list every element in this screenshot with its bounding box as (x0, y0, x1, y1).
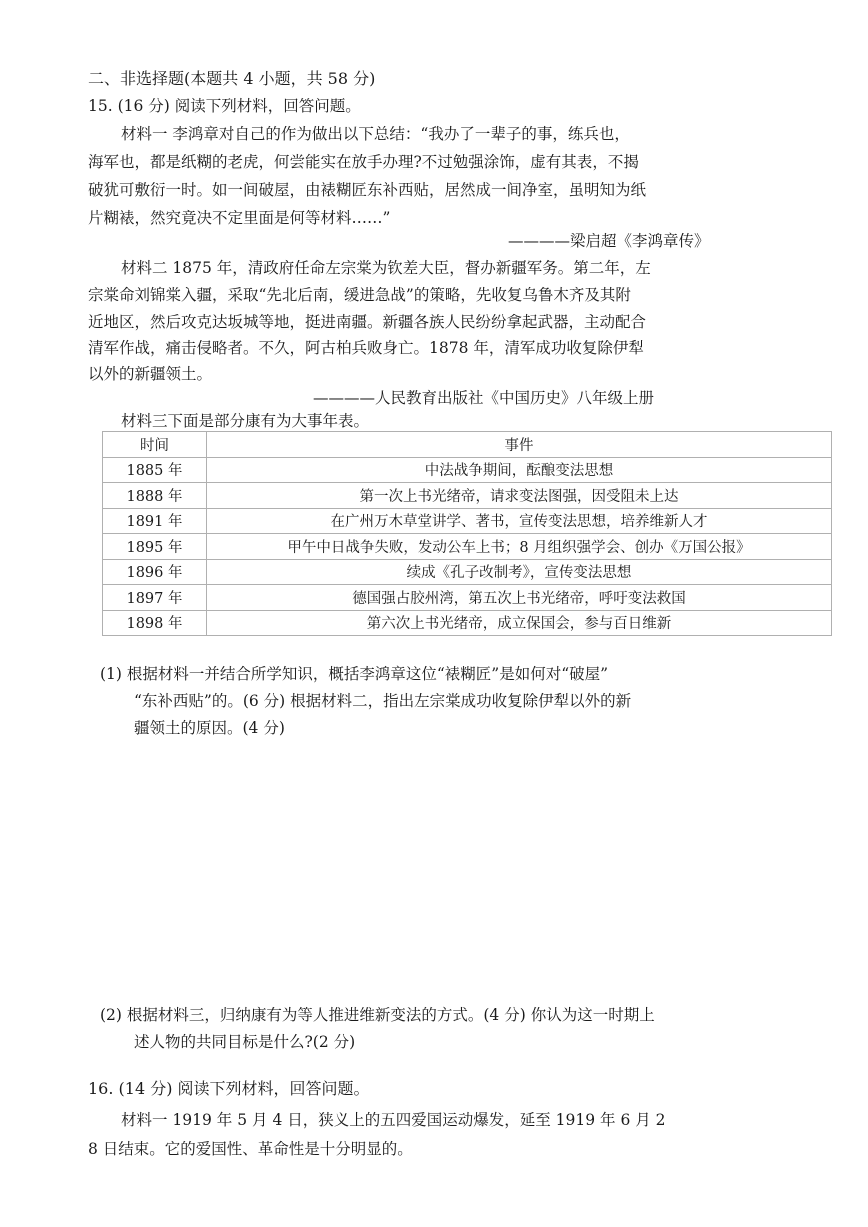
material-source: ————梁启超《李鸿章传》 (508, 232, 710, 250)
material-line: 材料一 1919 年 5 月 4 日，狭义上的五四爱国运动爆发，延至 1919 年 6 月 2 (121, 1111, 666, 1129)
section-title: 二、非选择题(本题共 4 小题，共 58 分) (88, 69, 376, 88)
subquestion-line: “东补西贴”的。(6 分) 根据材料二，指出左宗棠成功收复除伊犁以外的新 (134, 692, 632, 710)
table-cell-year: 1888 年 (103, 483, 207, 509)
material-line: 材料一 李鸿章对自己的作为做出以下总结：“我办了一辈子的事，练兵也， (121, 125, 630, 143)
table-cell-event: 中法战争期间，酝酿变法思想 (207, 457, 832, 483)
material-line: 破犹可敷衍一时。如一间破屋，由裱糊匠东补西贴，居然成一间净室，虽明知为纸 (88, 181, 647, 199)
table-row (103, 610, 832, 636)
material-line: 片糊裱，然究竟决不定里面是何等材料……” (88, 209, 391, 227)
table-row (103, 585, 832, 611)
table-row (103, 559, 832, 585)
table-cell-year: 1885 年 (103, 457, 207, 483)
table-row (103, 534, 832, 560)
material-line: 宗棠命刘锦棠入疆，采取“先北后南，缓进急战”的策略，先收复乌鲁木齐及其附 (88, 286, 631, 304)
table-cell-year: 1897 年 (103, 585, 207, 611)
table-cell-event: 在广州万木草堂讲学、著书，宣传变法思想，培养维新人才 (207, 508, 832, 534)
answer-space-1 (88, 745, 828, 995)
table-cell-year: 1896 年 (103, 559, 207, 585)
table-cell-year: 1898 年 (103, 610, 207, 636)
column-header-event: 事件 (207, 432, 832, 458)
table-cell-event: 续成《孔子改制考》，宣传变法思想 (207, 559, 832, 585)
table-row (103, 483, 832, 509)
question-15-heading: 15. (16 分) 阅读下列材料，回答问题。 (88, 97, 361, 115)
subquestion-line: (2) 根据材料三，归纳康有为等人推进维新变法的方式。(4 分) 你认为这一时期上 (100, 1006, 655, 1024)
material-line: 8 日结束。它的爱国性、革命性是十分明显的。 (88, 1140, 413, 1158)
material-source: ————人民教育出版社《中国历史》八年级上册 (313, 389, 655, 407)
table-cell-event: 第六次上书光绪帝，成立保国会，参与百日维新 (207, 610, 832, 636)
table-row (103, 508, 832, 534)
table-cell-year: 1895 年 (103, 534, 207, 560)
table-cell-event: 甲午中日战争失败，发动公车上书；8 月组织强学会、创办《万国公报》 (207, 534, 832, 560)
subquestion-line: (1) 根据材料一并结合所学知识，概括李鸿章这位“裱糊匠”是如何对“破屋” (100, 665, 609, 683)
table-row (103, 457, 832, 483)
q15-material-3-intro: 材料三下面是部分康有为大事年表。 (121, 412, 370, 430)
material-line: 材料二 1875 年，清政府任命左宗棠为钦差大臣，督办新疆军务。第二年，左 (121, 259, 651, 277)
question-16-heading: 16. (14 分) 阅读下列材料，回答问题。 (88, 1079, 370, 1098)
material-line: 海军也，都是纸糊的老虎，何尝能实在放手办理?不过勉强涂饰，虚有其表，不揭 (88, 153, 639, 171)
subquestion-line: 述人物的共同目标是什么?(2 分) (134, 1033, 356, 1051)
table-cell-event: 第一次上书光绪帝，请求变法图强，因受阻未上达 (207, 483, 832, 509)
material-line: 清军作战，痛击侵略者。不久，阿古柏兵败身亡。1878 年，清军成功收复除伊犁 (88, 339, 644, 357)
subquestion-line: 疆领土的原因。(4 分) (134, 719, 285, 737)
column-header-time: 时间 (103, 432, 207, 458)
kang-youwei-timeline-table (102, 431, 832, 636)
material-line: 近地区，然后攻克达坂城等地，挺进南疆。新疆各族人民纷纷拿起武器，主动配合 (88, 313, 647, 331)
table-cell-year: 1891 年 (103, 508, 207, 534)
table-cell-event: 德国强占胶州湾，第五次上书光绪帝，呼吁变法救国 (207, 585, 832, 611)
material-line: 以外的新疆领土。 (88, 365, 213, 383)
table-header-row (103, 432, 832, 458)
